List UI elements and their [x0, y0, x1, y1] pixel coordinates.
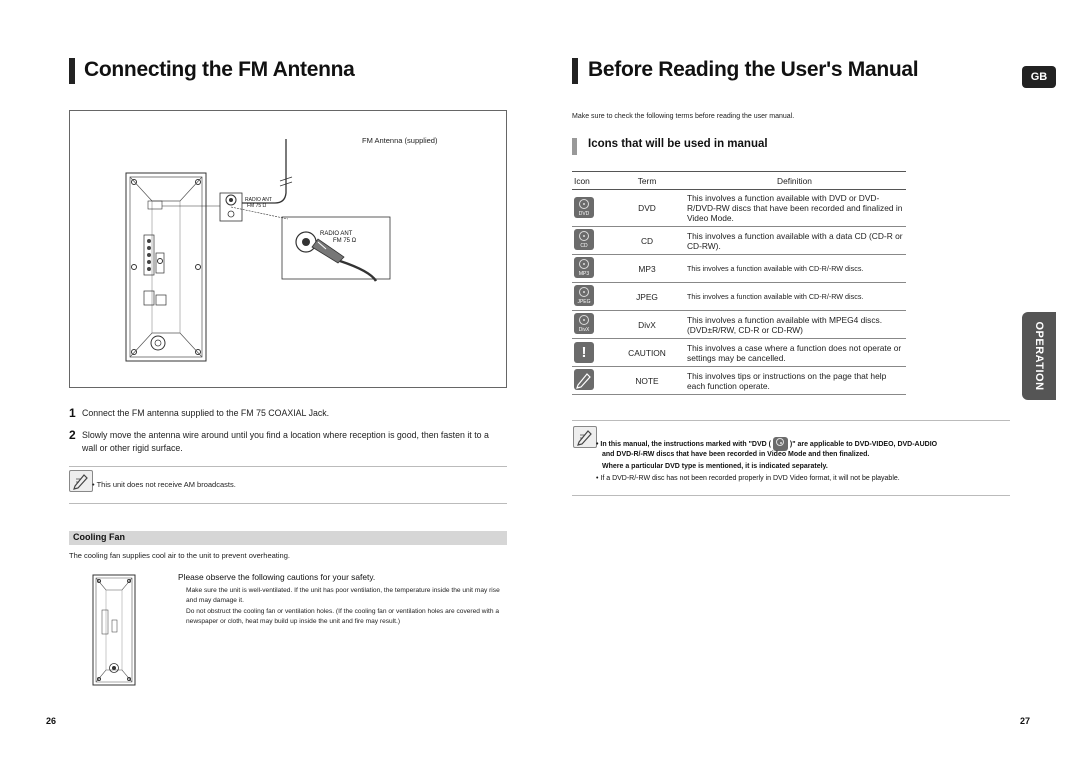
- right-note-line-1a: • In this manual, the instructions marked with "DVD (: [596, 440, 771, 448]
- definition-dvd: This involves a function available with DVD or DVD-R/DVD-RW discs that have been recorded and finalized in Video Mode.: [683, 190, 906, 227]
- note-divider-bottom: [69, 503, 507, 504]
- caution-icon: !: [574, 342, 594, 363]
- definition-divx: This involves a function available with MPEG4 discs. (DVD±R/RW, CD-R or CD-RW): [683, 311, 906, 339]
- term-dvd: DVD: [611, 190, 683, 227]
- right-note-line-1: [596, 437, 937, 451]
- am-note-text: • This unit does not receive AM broadcasts.: [92, 480, 236, 489]
- definition-cd: This involves a function available with a data CD (CD-R or CD-RW).: [683, 227, 906, 255]
- note-pencil-icon: [574, 369, 594, 390]
- section-heading-marker: [572, 138, 577, 155]
- table-row: [572, 255, 906, 283]
- panel-label-radio-ant: RADIO ANT: [245, 197, 272, 203]
- term-note: NOTE: [611, 367, 683, 395]
- note-divider-top: [69, 466, 507, 467]
- table-row: [572, 311, 906, 339]
- table-row: [572, 283, 906, 311]
- dvd-disc-icon: [773, 437, 788, 451]
- right-title-bar: [572, 58, 578, 84]
- right-note-divider-bottom: [572, 495, 1010, 496]
- right-page-number: 27: [1020, 716, 1031, 726]
- cooling-intro: The cooling fan supplies cool air to the unit to prevent overheating.: [69, 551, 290, 560]
- cautions-heading: Please observe the following cautions for your safety.: [178, 572, 376, 582]
- dvd-disc-icon: DVD: [574, 197, 594, 218]
- table-row: [572, 339, 906, 367]
- right-note-line-1b: )" are applicable to DVD-VIDEO, DVD-AUDIO: [789, 440, 938, 448]
- left-page-title: Connecting the FM Antenna: [84, 58, 355, 81]
- zoom-label-radio-ant: RADIO ANT: [320, 231, 353, 237]
- section-heading: Icons that will be used in manual: [588, 138, 768, 150]
- note-pencil-icon: [573, 426, 597, 448]
- step-2-text: Slowly move the antenna wire around until you find a location where reception is good, then fasten it to a wall or other rigid surface.: [82, 430, 489, 453]
- cooling-fan-heading: Cooling Fan: [73, 532, 125, 542]
- header-term: Term: [611, 172, 683, 190]
- icons-table: [572, 171, 906, 395]
- right-note-line-3: Where a particular DVD type is mentioned, it is indicated separately.: [602, 463, 828, 470]
- header-definition: Definition: [683, 172, 906, 190]
- cd-disc-icon: CD: [574, 229, 594, 250]
- left-page-number: 26: [46, 716, 57, 726]
- definition-jpeg: This involves a function available with CD-R/-RW discs.: [683, 283, 906, 311]
- step-2-number: 2: [69, 428, 76, 442]
- gb-badge: GB: [1022, 66, 1056, 88]
- table-row: [572, 227, 906, 255]
- step-1-text: Connect the FM antenna supplied to the FM 75 COAXIAL Jack.: [82, 408, 330, 418]
- header-icon: Icon: [572, 172, 611, 190]
- term-cd: CD: [611, 227, 683, 255]
- fm-antenna-figure: [69, 110, 507, 388]
- definition-note: This involves tips or instructions on the page that help each function operate.: [683, 367, 906, 395]
- table-row: [572, 190, 906, 227]
- step-1-number: 1: [69, 406, 76, 420]
- note-pencil-icon: [69, 470, 93, 492]
- cooling-fan-figure: [92, 574, 136, 686]
- table-row: [572, 367, 906, 395]
- caution-1: Make sure the unit is well-ventilated. If the unit has poor ventilation, the temperature inside the unit may rise and may damage it.: [186, 587, 500, 604]
- right-note-line-2: and DVD-R/-RW discs that have been recorded in Video Mode and then finalized.: [602, 451, 870, 458]
- definition-caution: This involves a case where a function does not operate or settings may be cancelled.: [683, 339, 906, 367]
- right-note-divider-top: [572, 420, 1010, 421]
- right-intro: Make sure to check the following terms before reading the user manual.: [572, 113, 795, 120]
- panel-label-fm: FM 75 Ω: [247, 203, 267, 209]
- mp3-disc-icon: MP3: [574, 257, 594, 278]
- right-page-title: Before Reading the User's Manual: [588, 58, 919, 81]
- operation-tab-label: OPERATION: [1033, 321, 1045, 391]
- right-note-line-4: • If a DVD-R/-RW disc has not been recorded properly in DVD Video format, it will not be playable.: [596, 475, 900, 482]
- caution-2: Do not obstruct the cooling fan or ventilation holes. (If the cooling fan or ventilation holes are covered with a newspaper or cloth, heat may build up inside the unit and fire may result.): [186, 608, 500, 625]
- jpeg-disc-icon: JPEG: [574, 285, 594, 306]
- operation-tab: [1022, 312, 1056, 400]
- term-caution: CAUTION: [611, 339, 683, 367]
- antenna-supplied-label: FM Antenna (supplied): [362, 136, 438, 145]
- divx-disc-icon: DivX: [574, 313, 594, 334]
- rear-panel-illustration: [70, 111, 506, 387]
- zoom-label-fm: FM 75 Ω: [333, 238, 357, 244]
- definition-mp3: This involves a function available with CD-R/-RW discs.: [683, 255, 906, 283]
- term-divx: DivX: [611, 311, 683, 339]
- term-jpeg: JPEG: [611, 283, 683, 311]
- left-title-bar: [69, 58, 75, 84]
- term-mp3: MP3: [611, 255, 683, 283]
- cooling-fan-heading-bar: [69, 531, 507, 545]
